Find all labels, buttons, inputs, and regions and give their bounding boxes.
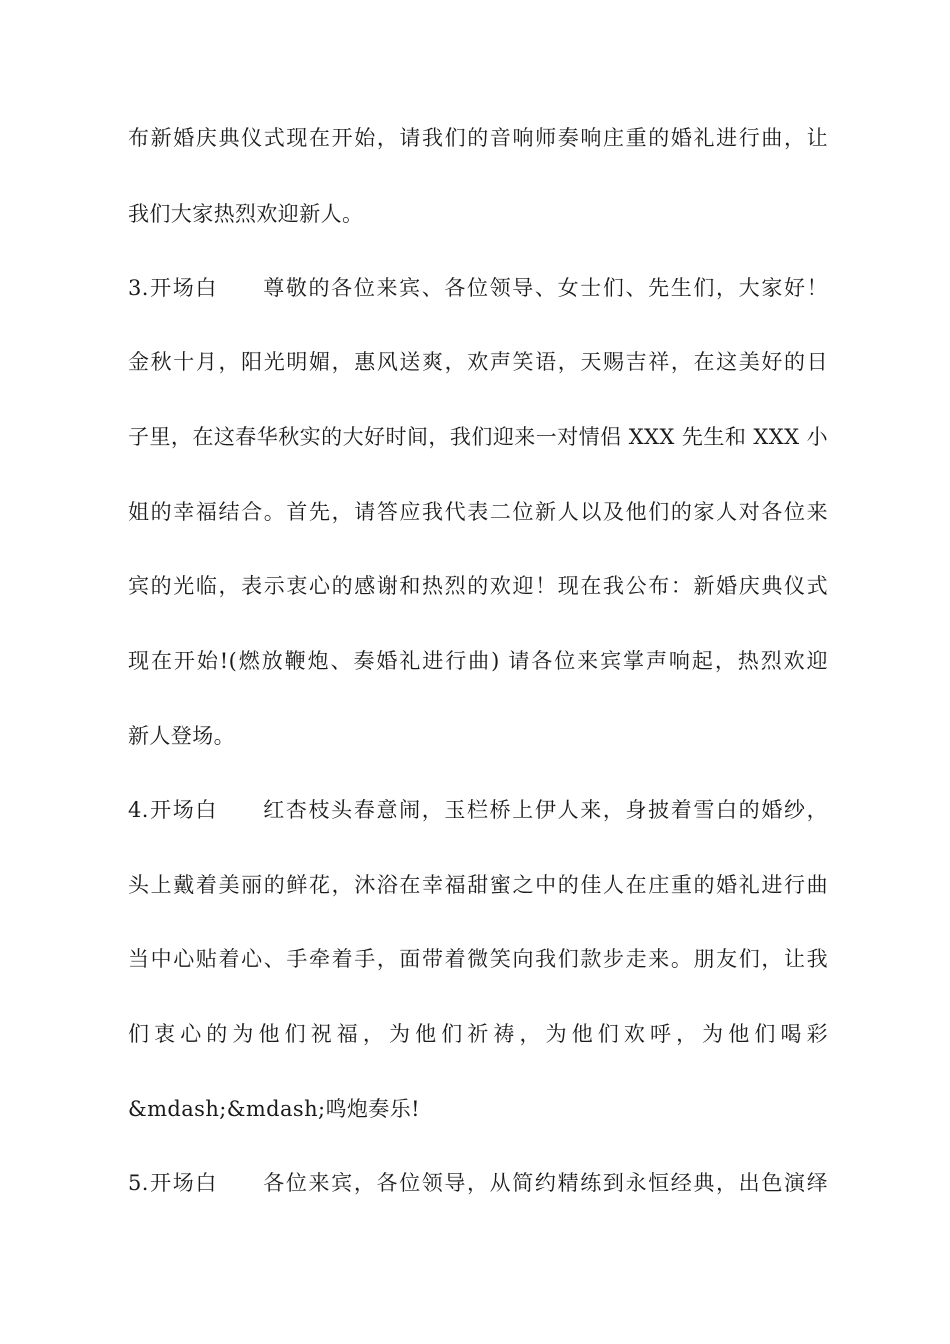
text-line: 们衷心的为他们祝福，为他们祈祷，为他们欢呼，为他们喝彩 bbox=[128, 1022, 828, 1046]
text-line: 当中心贴着心、手牵着手，面带着微笑向我们款步走来。朋友们，让我 bbox=[128, 947, 828, 971]
text-line: 新人登场。 bbox=[128, 724, 235, 748]
text-line: 宾的光临，表示衷心的感谢和热烈的欢迎！现在我公布：新婚庆典仪式 bbox=[128, 574, 828, 598]
text-line: 金秋十月，阳光明媚，惠风送爽，欢声笑语，天赐吉祥，在这美好的日 bbox=[128, 350, 828, 374]
text-line: 现在开始!(燃放鞭炮、奏婚礼进行曲) 请各位来宾掌声响起，热烈欢迎 bbox=[128, 649, 828, 673]
text-line: 头上戴着美丽的鲜花，沐浴在幸福甜蜜之中的佳人在庄重的婚礼进行曲 bbox=[128, 873, 828, 897]
text-line: 3.开场白 尊敬的各位来宾、各位领导、女士们、先生们，大家好！ bbox=[128, 276, 828, 300]
text-line: 姐的幸福结合。首先，请答应我代表二位新人以及他们的家人对各位来 bbox=[128, 500, 828, 524]
text-line: 我们大家热烈欢迎新人。 bbox=[128, 202, 364, 226]
text-line: &mdash;&mdash;鸣炮奏乐! bbox=[128, 1097, 420, 1121]
text-line: 4.开场白 红杏枝头春意闹，玉栏桥上伊人来，身披着雪白的婚纱， bbox=[128, 798, 828, 822]
text-line: 布新婚庆典仪式现在开始，请我们的音响师奏响庄重的婚礼进行曲，让 bbox=[128, 126, 828, 150]
text-line: 子里，在这春华秋实的大好时间，我们迎来一对情侣 XXX 先生和 XXX 小 bbox=[128, 425, 828, 449]
text-line: 5.开场白 各位来宾，各位领导，从简约精练到永恒经典，出色演绎 bbox=[128, 1171, 828, 1195]
